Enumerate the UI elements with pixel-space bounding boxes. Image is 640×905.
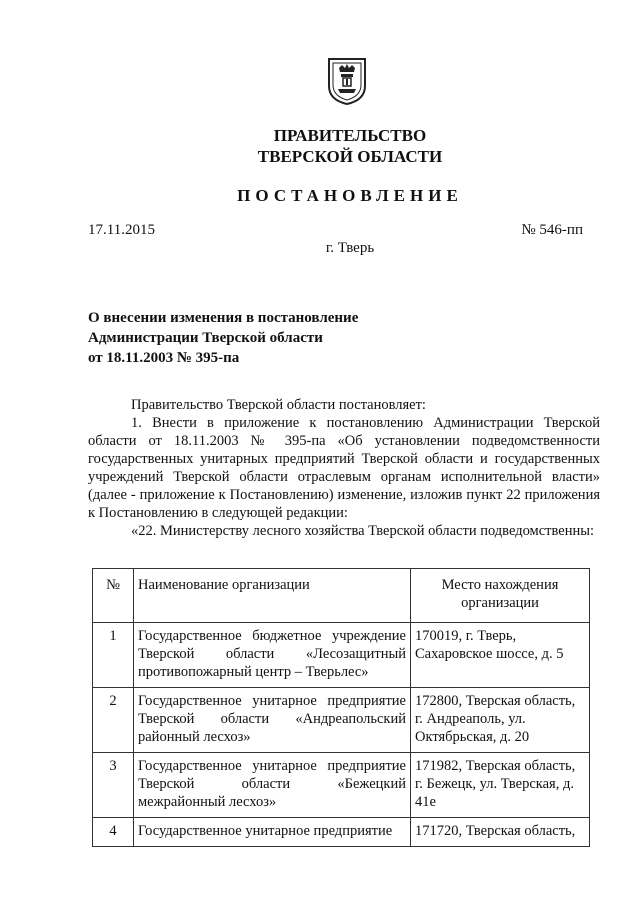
row-name: Государственное унитарное предприятие (134, 818, 411, 847)
coat-of-arms-icon (326, 56, 368, 106)
row-num: 4 (93, 818, 134, 847)
row-name: Государственное унитарное предприятие Тверской области «Андреапольский районный лесхоз» (134, 688, 411, 753)
row-location: 171720, Тверская область, (411, 818, 590, 847)
subject-line: от 18.11.2003 № 395-па (88, 350, 240, 366)
table-row (93, 753, 590, 818)
header-location: Место нахождения организации (411, 569, 590, 623)
row-name: Государственное бюджетное учреждение Тверской области «Лесозащитный противопожарный центр – Тверьлес» (134, 623, 411, 688)
subject-line: О внесении изменения в постановление (88, 310, 359, 326)
row-location: 172800, Тверская область, г. Андреаполь, ул. Октябрьская, д. 20 (411, 688, 590, 753)
document-type: ПОСТАНОВЛЕНИЕ (237, 186, 463, 205)
document-date: 17.11.2015 (88, 222, 155, 238)
table-row (93, 688, 590, 753)
header-name: Наименование организации (134, 569, 411, 623)
item1-paragraph: 1. Внести в приложение к постановлению Администрации Тверской области от 18.11.2003 № 395-па «Об установлении подведомственности государственных унитарных предприятий Тверской области и государственных учреждений Тверской области отраслевым органам исполнительной власти» (далее - приложение к Постановлению) изменение, изложив пункт 22 приложения к Постановлению в следующей редакции: (88, 415, 600, 521)
organizations-table (92, 568, 590, 847)
document-subject (88, 308, 358, 368)
header-num: № (93, 569, 134, 623)
row-location: 171982, Тверская область, г. Бежецк, ул. Тверская, д. 41е (411, 753, 590, 818)
table-row (93, 623, 590, 688)
row-location: 170019, г. Тверь, Сахаровское шоссе, д. 5 (411, 623, 590, 688)
intro-paragraph: Правительство Тверской области постановляет: (131, 397, 426, 413)
subject-line: Администрации Тверской области (88, 330, 323, 346)
document-number: № 546-пп (521, 222, 583, 238)
row-num: 1 (93, 623, 134, 688)
table-header-row (93, 569, 590, 623)
document-city: г. Тверь (325, 240, 375, 256)
table-row (93, 818, 590, 847)
row-num: 3 (93, 753, 134, 818)
government-title-line2: ТВЕРСКОЙ ОБЛАСТИ (257, 147, 443, 166)
government-title-line1: ПРАВИТЕЛЬСТВО (273, 126, 427, 145)
item22-paragraph: «22. Министерству лесного хозяйства Тверской области подведомственны: (131, 523, 594, 539)
row-name: Государственное унитарное предприятие Тверской области «Бежецкий межрайонный лесхоз» (134, 753, 411, 818)
row-num: 2 (93, 688, 134, 753)
